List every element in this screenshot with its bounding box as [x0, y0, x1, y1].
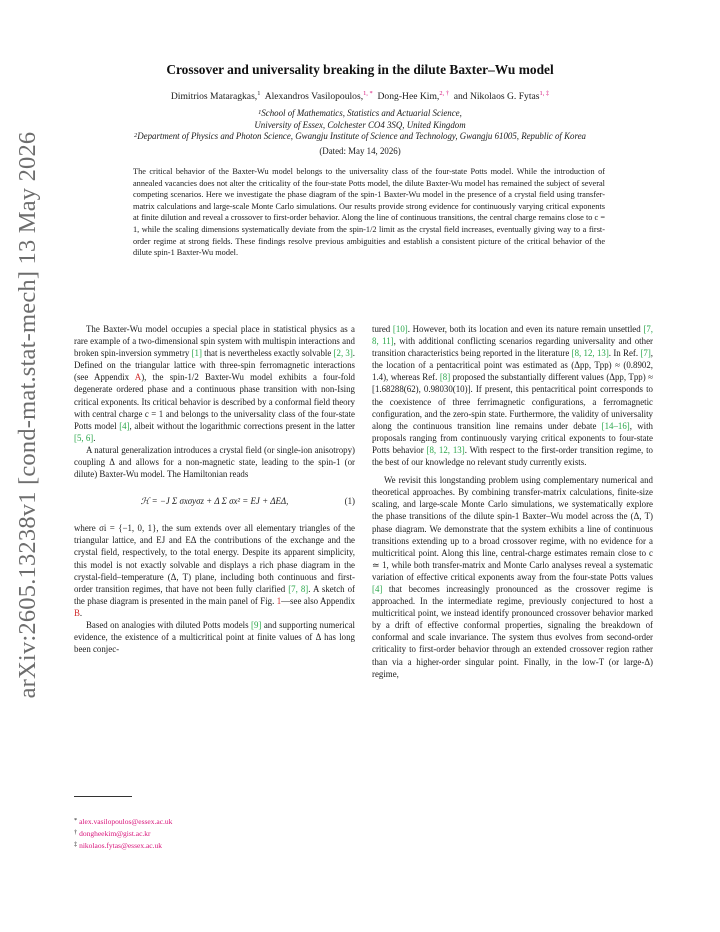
affiliation-2: [0, 131, 720, 143]
footnote-rule: [74, 796, 132, 797]
footnote-mark: *: [74, 817, 78, 824]
author-mark: 1: [257, 90, 261, 97]
abstract: The critical behavior of the Baxter-Wu model belongs to the universality class of the four-state Potts model. While the introduction of annealed vacancies does not alter the criticality of the four-state Potts model, the dilute Baxter-Wu model has remained the subject of several competing scenarios. Here we investigate the phase diagram of the spin-1 Baxter-Wu model in the presence of a crystal field using transfer-matrix calculations and large-scale Monte Carlo simulations. Our results provide strong evidence for continuously varying critical exponents at finite dilution and reveal a crossover to first-order behavior. Along the line of continuous transitions, the central charge remains close to c = 1, while the scaling dimensions systematically deviate from the spin-1/2 limit as the crystal field increases, eventually giving way to a first-order regime at strong fields. These findings resolve previous ambiguities and establish a consistent picture of the critical behavior of the dilute spin-1 Baxter-Wu model.: [133, 167, 605, 258]
affiliation-1: [0, 108, 720, 131]
affiliation-mark: 2: [134, 132, 138, 139]
citation-link[interactable]: [1]: [191, 348, 202, 359]
paragraph: Based on analogies with diluted Potts models [9] and supporting numerical evidence, the existence of a multicritical point at finite values of Δ has long been conjec-: [74, 619, 355, 655]
author-mark[interactable]: 1, *: [363, 90, 373, 97]
footnote: [74, 840, 162, 852]
author-name: Dimitrios Mataragkas,: [170, 91, 258, 102]
paragraph: The Baxter-Wu model occupies a special place in statistical physics as a rare example of a two-dimensional spin system with multispin interactions and broken spin-inversion symmetry [1] that is nevertheless exactly solvable [2, 3]. Defined on the triangular lattice with three-spin ferromagnetic interactions (see Appendix A), the spin-1/2 Baxter-Wu model exhibits a four-fold degenerate ordered phase and a continuous phase transition with non-Ising critical exponents. Its critical behavior is described by a conformal field theory with central charge c = 1 and belongs to the universality class of the four-state Potts model [4], albeit without the logarithmic corrections present in the latter [5, 6].: [74, 324, 355, 443]
citation-link[interactable]: [7, 8]: [288, 583, 309, 594]
citation-link[interactable]: [14–16]: [601, 420, 630, 431]
citation-link[interactable]: [4]: [119, 420, 130, 431]
citation-link[interactable]: [2, 3]: [333, 348, 353, 359]
footnote: [74, 816, 172, 828]
right-column: [372, 323, 653, 680]
affiliation-line: University of Essex, Colchester CO4 3SQ, United Kingdom: [254, 119, 466, 130]
citation-link[interactable]: [5, 6]: [74, 432, 94, 443]
paragraph: We revisit this longstanding problem using complementary numerical and theoretical approaches. By combining transfer-matrix calculations, finite-size scaling, and large-scale Monte Carlo simulations, we systematically explore the phase transitions of the dilute spin-1 Baxter–Wu model across the (Δ, T) phase diagram. We demonstrate that the system exhibits a line of continuous transitions extending up to a broad crossover regime, with no evidence for a multicritical point. Along this line, central-charge estimates remain close to c ≃ 1, while both transfer-matrix and Monte Carlo analyses reveal a systematic variation of effective critical exponents away from the four-state Potts values [4] that becomes increasingly pronounced as the crossover regime is approached. In the intermediate regime, previously conjectured to host a multicritical point, we instead identify pronounced crossover behavior marked by a drift of effective conformal properties, signaling the breakdown of conformal and scale invariance. The system thus evolves from second-order criticality to first-order behavior through an extended crossover region rather than via a higher-order singular point. Finally, in the low-T (or large-Δ) regime,: [372, 475, 653, 679]
author-mark[interactable]: 1, ‡: [539, 90, 550, 97]
affiliation-line: School of Mathematics, Statistics and Actuarial Science,: [261, 108, 462, 118]
author-list: [0, 91, 720, 102]
footnote-mark: †: [74, 829, 78, 836]
citation-link[interactable]: [10]: [392, 324, 408, 334]
arxiv-identifier: arXiv:2605.13238v1 [cond-mat.stat-mech] 13 May 2026: [14, 131, 41, 699]
citation-link[interactable]: [4]: [372, 583, 383, 594]
left-column: [74, 323, 355, 655]
citation-link[interactable]: [8, 12, 13]: [426, 444, 465, 455]
citation-link[interactable]: [8, 12, 13]: [571, 348, 609, 359]
citation-link[interactable]: [8]: [439, 372, 451, 383]
equation-number: (1): [344, 496, 355, 507]
arxiv-side-label: [6, 131, 50, 699]
author-name: Dong-Hee Kim,: [377, 91, 440, 102]
citation-link[interactable]: [7, 8, 11]: [372, 324, 653, 347]
paper-title: Crossover and universality breaking in the dilute Baxter–Wu model: [166, 62, 554, 77]
citation-link[interactable]: [9]: [251, 619, 262, 630]
author-name: Alexandros Vasilopoulos,: [264, 91, 364, 102]
paragraph: tured [10]. However, both its location and even its nature remain unsettled [7, 8, 11], with additional conflicting scenarios regarding universality and other transition characteristics being reported in the literature [8, 12, 13]. In Ref. [7], the location of a pentacritical point was estimated as (Δpp, Tpp) ≈ (0.8902, 1.4), whereas Ref. [8] proposed the substantially different values (Δpp, Tpp) ≈ [1.68288(62), 0.98030(10)]. If present, this pentacritical point corresponds to the coexistence of three ferrimagnetic configurations, a ferromagnetic configuration, and the zero-spin state. Furthermore, the validity of universality along the continuous transition line remains under debate [14–16], with proposals ranging from continuously varying critical exponents to four-state Potts behavior [8, 12, 13]. With respect to the first-order transition regime, to the best of our knowledge no relevant study currently exists.: [372, 324, 654, 468]
author-name: and Nikolaos G. Fytas: [453, 91, 540, 102]
equation-body: ℋ = −J Σ σxσyσz + Δ Σ σx² = EJ + ΔEΔ,: [140, 496, 289, 507]
author-mark[interactable]: 2, †: [439, 90, 449, 97]
paragraph: A natural generalization introduces a crystal field (or single-ion anisotropy) coupling Δ and allows for a non-magnetic state, leading to the spin-1 (or dilute) Baxter-Wu model. The Hamiltonian reads: [74, 444, 355, 480]
footnote: [74, 828, 151, 840]
email-link[interactable]: nikolaos.fytas@essex.ac.uk: [79, 841, 163, 850]
affiliation-line: Department of Physics and Photon Science, Gwangju Institute of Science and Technology, Gwangju 61005, Republic of Korea: [137, 131, 586, 141]
equation: [74, 490, 355, 512]
email-link[interactable]: alex.vasilopoulos@essex.ac.uk: [79, 817, 173, 826]
affiliation-mark: 1: [258, 109, 262, 116]
appendix-link[interactable]: A: [134, 372, 142, 383]
paragraph: where σi = {−1, 0, 1}, the sum extends over all elementary triangles of the triangular lattice, and EJ and EΔ the contributions of the exchange and the crystal field, respectively, to the total energy. Despite its apparent simplicity, this model is not exactly solvable and displays a rich phase diagram in the crystal-field–temperature (Δ, T) plane, including both continuous and first-order transition regimes, that have not been fully clarified [7, 8]. A sketch of the phase diagram is presented in the main panel of Fig. 1—see also Appendix B.: [74, 523, 356, 618]
figure-link[interactable]: 1: [276, 595, 282, 606]
footnote-mark: ‡: [74, 841, 78, 848]
dated-line: (Dated: May 14, 2026): [319, 146, 401, 156]
citation-link[interactable]: [7]: [640, 348, 651, 359]
appendix-link[interactable]: B: [74, 607, 80, 618]
email-link[interactable]: dongheekim@gist.ac.kr: [79, 829, 151, 838]
